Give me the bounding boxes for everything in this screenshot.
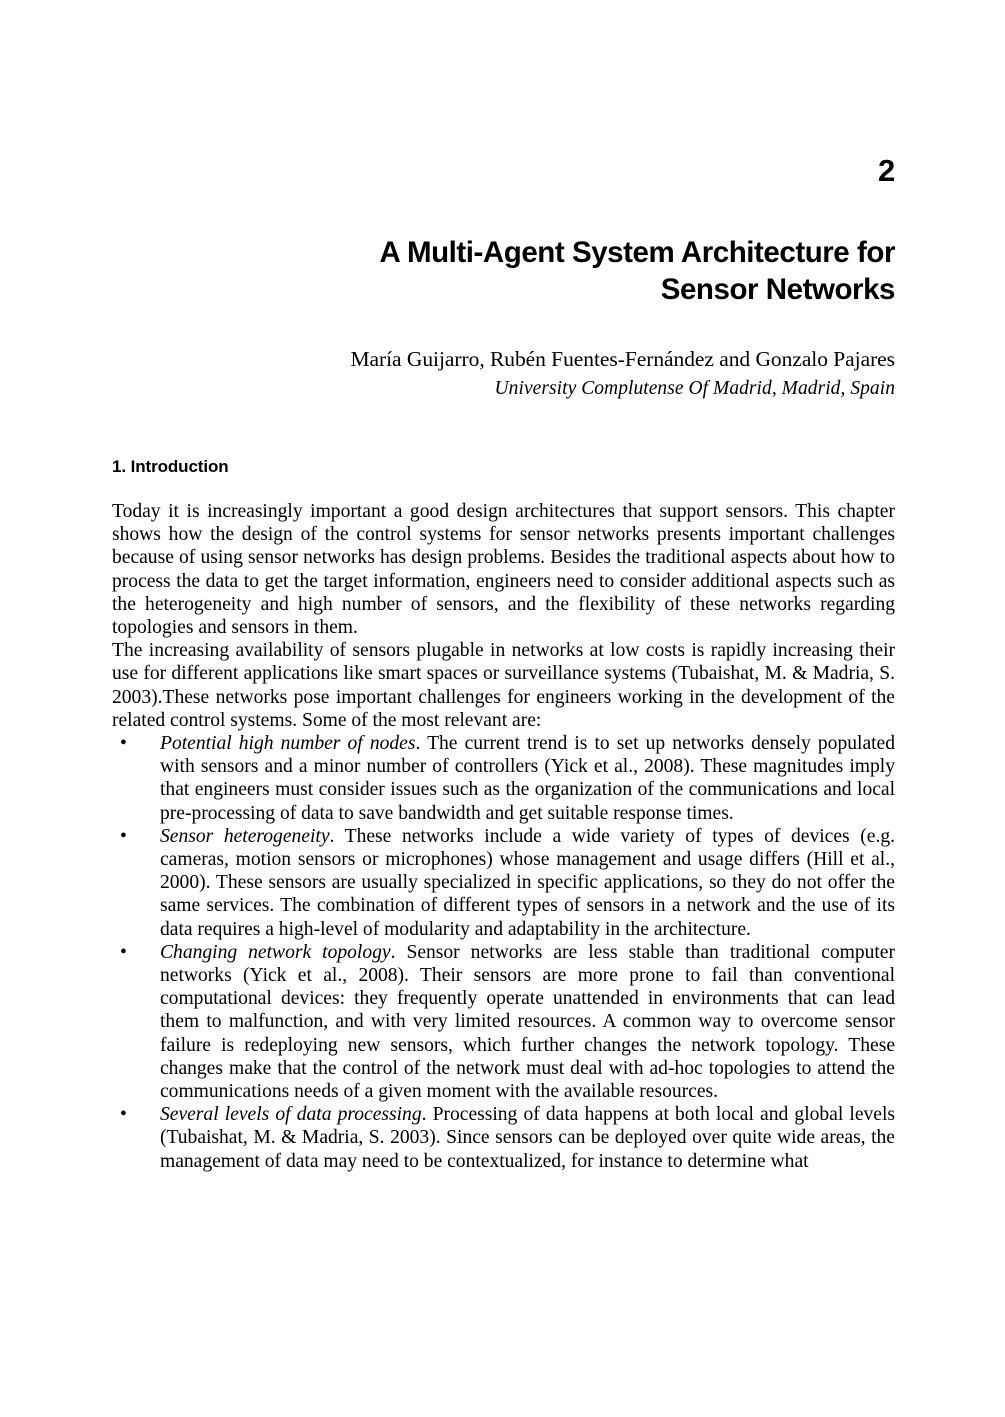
list-item-body: . Processing of data happens at both local and global levels (Tubaishat, M. & Madria, S. 2003). Since sensors can be deployed over quite wide areas, the management of data may need to be contextualized, for instance to determine what bbox=[160, 1104, 895, 1172]
paragraph: The increasing availability of sensors plugable in networks at low costs is rapidly increasing their use for different applications like smart spaces or surveillance systems (Tubaishat, M. & Madria, S. 2003).These networks pose important challenges for engineers working in the development of the related control systems. Some of the most relevant are: bbox=[112, 640, 895, 731]
list-item-lead-in: Several levels of data processing bbox=[160, 1104, 422, 1126]
list-item-text bbox=[160, 825, 895, 941]
section-heading-introduction: 1. Introduction bbox=[112, 456, 229, 476]
bullet-point-icon: • bbox=[120, 941, 127, 963]
list-item-text bbox=[160, 732, 895, 825]
list-item-lead-in: Sensor heterogeneity bbox=[160, 825, 330, 847]
list-item-text bbox=[160, 1103, 895, 1173]
chapter-number: 2 bbox=[878, 153, 895, 188]
author-list: María Guijarro, Rubén Fuentes-Fernández and Gonzalo Pajares bbox=[350, 347, 895, 372]
bullet-point-icon: • bbox=[120, 825, 127, 847]
bullet-point-icon: • bbox=[120, 1104, 127, 1126]
list-item-body: . The current trend is to set up networks densely populated with sensors and a minor number of controllers (Yick et al., 2008). These magnitudes imply that engineers must consider issues such as the organization of the communications and local pre-processing of data to save bandwidth and get suitable response times. bbox=[160, 732, 895, 824]
list-item-text bbox=[160, 941, 895, 1103]
list-item-lead-in: Potential high number of nodes bbox=[160, 732, 416, 754]
list-item bbox=[112, 825, 895, 941]
challenges-bullet-list bbox=[112, 732, 895, 1173]
introduction-body bbox=[112, 500, 895, 1173]
list-item bbox=[112, 1103, 895, 1173]
page-title-line-1: A Multi-Agent System Architecture for bbox=[379, 236, 895, 269]
page-content-column bbox=[112, 0, 895, 1173]
bullet-point-icon: • bbox=[120, 732, 127, 754]
list-item bbox=[112, 941, 895, 1103]
list-item-body: . These networks include a wide variety of types of devices (e.g. cameras, motion sensors or microphones) whose management and usage differs (Hill et al., 2000). These sensors are usually specialized in specific applications, so they do not offer the same services. The combination of different types of sensors in a network and the use of its data requires a high-level of modularity and adaptability in the architecture. bbox=[160, 825, 895, 940]
list-item bbox=[112, 732, 895, 825]
page-title bbox=[112, 234, 895, 308]
author-affiliation: University Complutense Of Madrid, Madrid, Spain bbox=[494, 377, 895, 399]
paragraph: Today it is increasingly important a good design architectures that support sensors. This chapter shows how the design of the control systems for sensor networks presents important challenges because of using sensor networks has design problems. Besides the traditional aspects about how to process the data to get the target information, engineers need to consider additional aspects such as the heterogeneity and high number of sensors, and the flexibility of these networks regarding topologies and sensors in them. bbox=[112, 500, 895, 638]
list-item-body: . Sensor networks are less stable than traditional computer networks (Yick et al., 2008). Their sensors are more prone to fail than conventional computational devices: they frequently operate unattended in environments that can lead them to malfunction, and with very limited resources. A common way to overcome sensor failure is redeploying new sensors, which further changes the network topology. These changes make that the control of the network must deal with ad-hoc topologies to attend the communications needs of a given moment with the available resources. bbox=[160, 941, 895, 1102]
page-title-line-2: Sensor Networks bbox=[660, 273, 895, 307]
list-item-lead-in: Changing network topology bbox=[160, 941, 391, 963]
